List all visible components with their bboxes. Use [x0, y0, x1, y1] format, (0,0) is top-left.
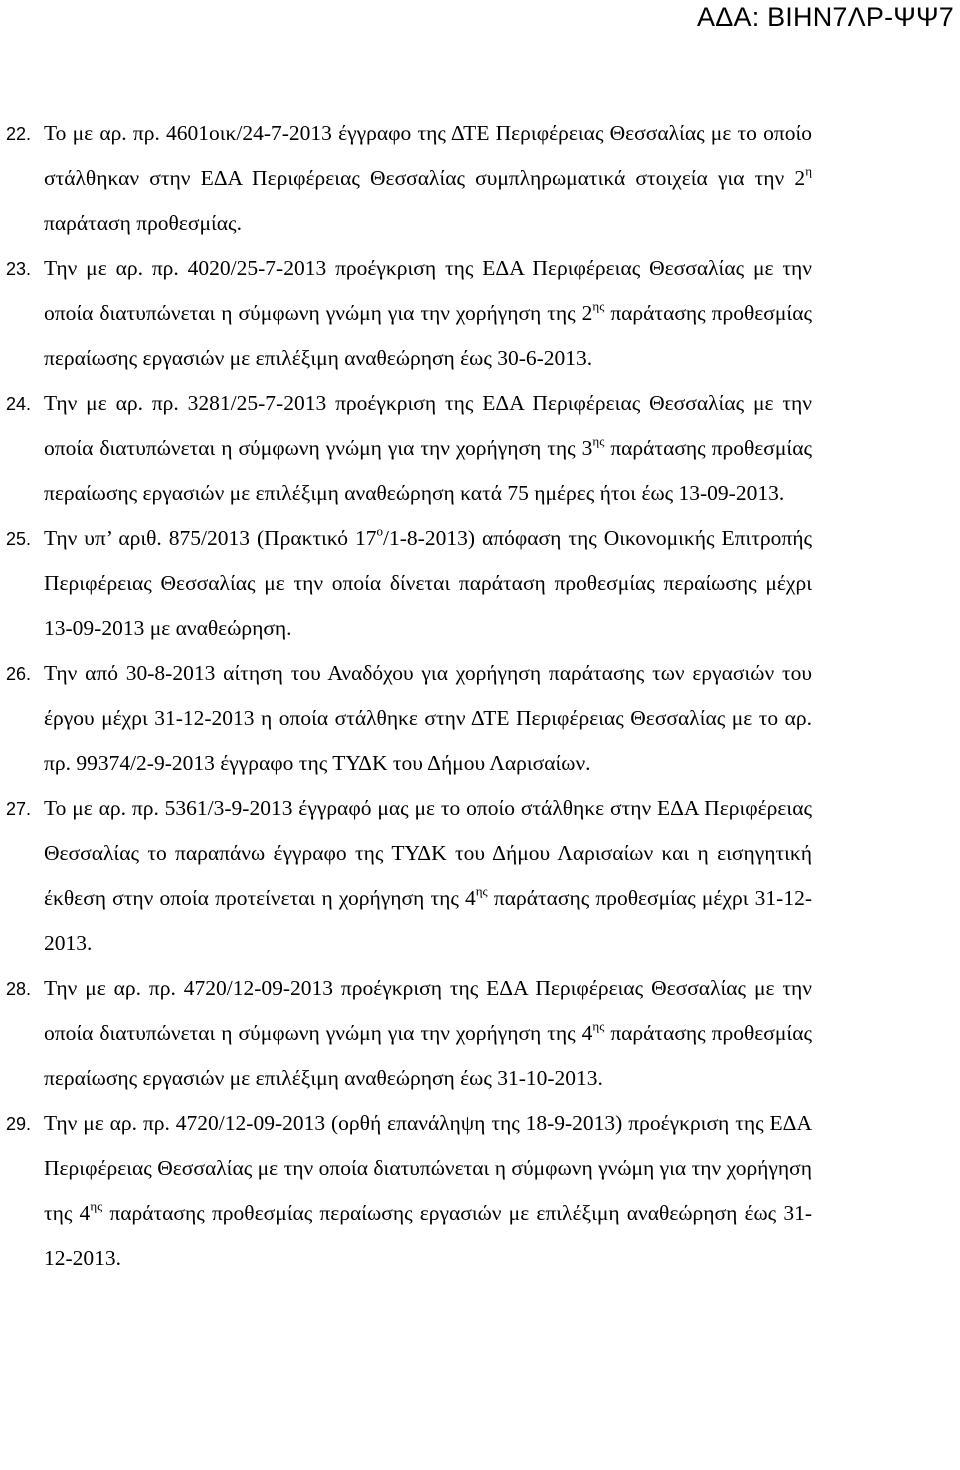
ada-code: ΑΔΑ: ΒΙΗΝ7ΛΡ-ΨΨ7 — [697, 2, 954, 32]
item-text: Το με αρ. πρ. 5361/3-9-2013 έγγραφό μας με το οποίο στάλθηκε στην ΕΔΑ Περιφέρειας Θεσσαλίας το παραπάνω έγγραφο της ΤΥΔΚ του Δήμου Λαρισαίων και η εισηγητική έκθεση στην οποία προτείνεται η χορήγηση της $4^{\eta\varsigma}$ παράτασης προθεσμίας μέχρι 31-12-2013. — [44, 796, 812, 955]
item-number: 26. — [6, 664, 32, 684]
item-number: 27. — [6, 799, 32, 819]
list-item — [6, 786, 812, 966]
list-item — [6, 246, 812, 381]
list-item — [6, 1101, 812, 1281]
numbered-list — [6, 111, 812, 1281]
item-text: Την υπ’ αριθ. 875/2013 (Πρακτικό $17^o/1-8-2013$) απόφαση της Οικονομικής Επιτροπής Περιφέρειας Θεσσαλίας με την οποία δίνεται παράταση προθεσμίας περαίωσης μέχρι 13-09-2013 με αναθεώρηση. — [44, 523, 813, 640]
item-number: 23. — [6, 259, 32, 279]
item-number: 28. — [6, 979, 32, 999]
item-text: Το με αρ. πρ. 4601οικ/24-7-2013 έγγραφο της ΔΤΕ Περιφέρειας Θεσσαλίας με το οποίο στάλθηκαν στην ΕΔΑ Περιφέρειας Θεσσαλίας συμπληρωματικά στοιχεία για την $2^\eta$ παράταση προθεσμίας. — [44, 121, 812, 235]
item-text: Την από 30-8-2013 αίτηση του Αναδόχου για χορήγηση παράτασης των εργασιών του έργου μέχρι 31-12-2013 η οποία στάλθηκε στην ΔΤΕ Περιφέρειας Θεσσαλίας με το αρ. πρ. 99374/2-9-2013 έγγραφο της ΤΥΔΚ του Δήμου Λαρισαίων. — [44, 661, 812, 775]
item-text: Την με αρ. πρ. 4020/25-7-2013 προέγκριση της ΕΔΑ Περιφέρειας Θεσσαλίας με την οποία διατυπώνεται η σύμφωνη γνώμη για την χορήγηση της $2^{\eta\varsigma}$ παράτασης προθεσμίας περαίωσης εργασιών με επιλέξιμη αναθεώρηση έως 30-6-2013. — [44, 256, 812, 370]
item-number: 29. — [6, 1114, 32, 1134]
item-text: Την με αρ. πρ. 4720/12-09-2013 προέγκριση της ΕΔΑ Περιφέρειας Θεσσαλίας με την οποία διατυπώνεται η σύμφωνη γνώμη για την χορήγηση της $4^{\eta\varsigma}$ παράτασης προθεσμίας περαίωσης εργασιών με επιλέξιμη αναθεώρηση έως 31-10-2013. — [44, 976, 812, 1090]
list-item — [6, 966, 812, 1101]
list-item — [6, 651, 812, 786]
list-item — [6, 111, 812, 246]
list-item — [6, 381, 812, 516]
item-text: Την με αρ. πρ. 4720/12-09-2013 (ορθή επανάληψη της 18-9-2013) προέγκριση της ΕΔΑ Περιφέρειας Θεσσαλίας με την οποία διατυπώνεται η σύμφωνη γνώμη για την χορήγηση της $4^{\eta\varsigma}$ παράτασης προθεσμίας περαίωσης εργασιών με επιλέξιμη αναθεώρηση έως 31-12-2013. — [44, 1111, 812, 1270]
list-item — [6, 516, 812, 651]
item-text: Την με αρ. πρ. 3281/25-7-2013 προέγκριση της ΕΔΑ Περιφέρειας Θεσσαλίας με την οποία διατυπώνεται η σύμφωνη γνώμη για την χορήγηση της $3^{\eta\varsigma}$ παράτασης προθεσμίας περαίωσης εργασιών με επιλέξιμη αναθεώρηση κατά 75 ημέρες ήτοι έως 13-09-2013. — [44, 391, 812, 505]
item-number: 22. — [6, 124, 32, 144]
item-number: 24. — [6, 394, 32, 414]
item-number: 25. — [6, 529, 32, 549]
